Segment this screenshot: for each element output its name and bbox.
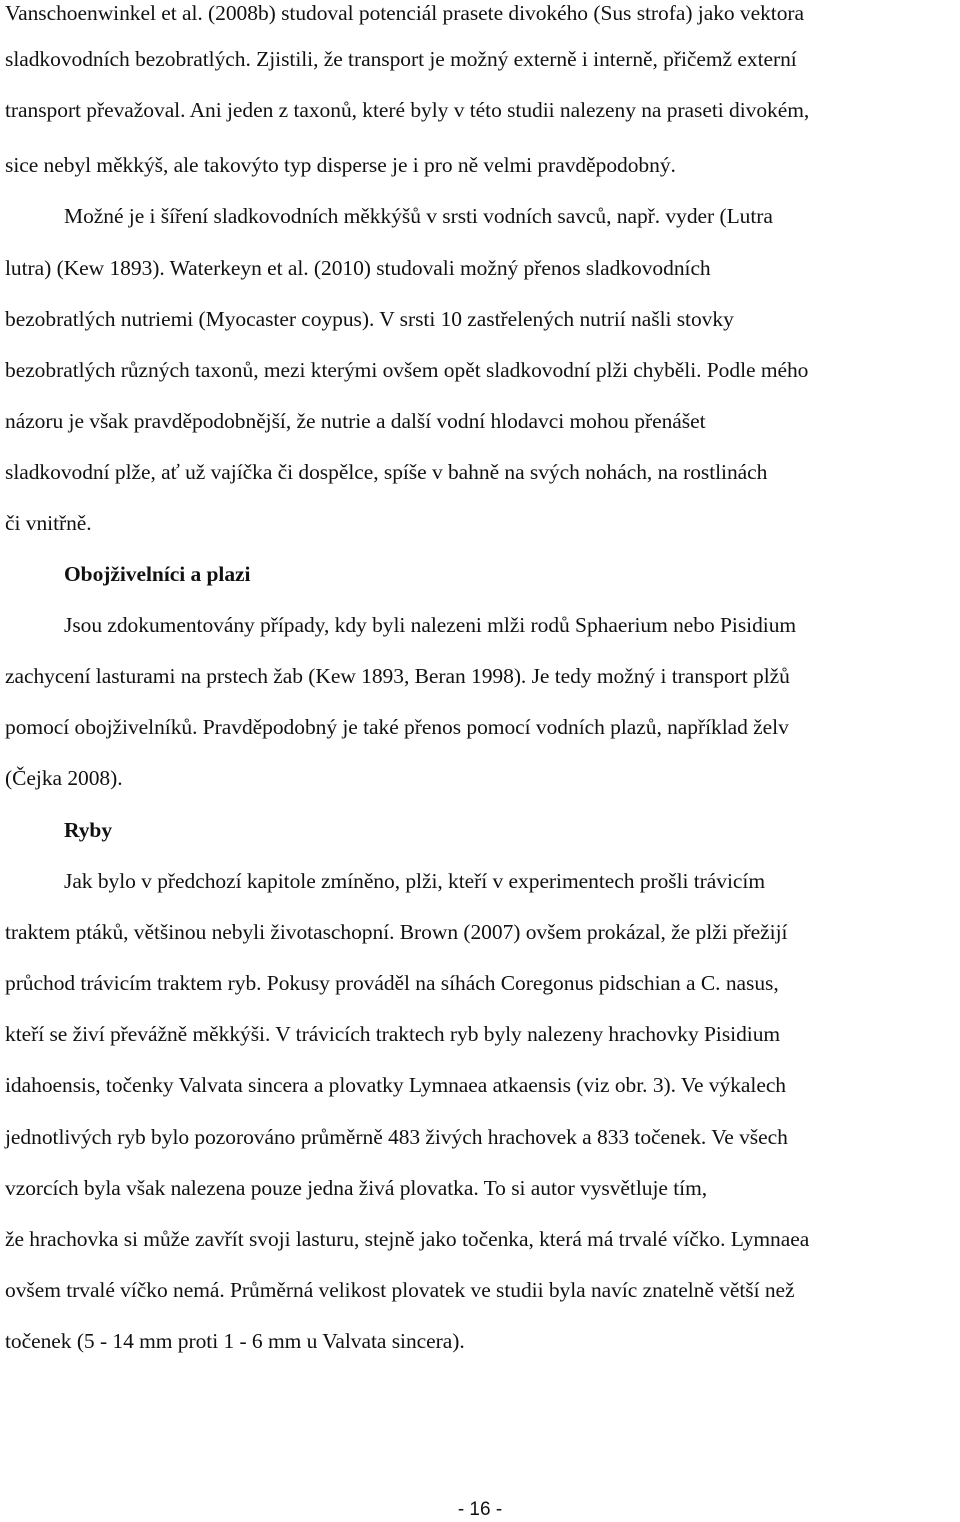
text-line: jednotlivých ryb bylo pozorováno průměrně 483 živých hrachovek a 833 točenek. Ve všech	[5, 1125, 788, 1149]
text-line: Jsou zdokumentovány případy, kdy byli nalezeni mlži rodů Sphaerium nebo Pisidium	[64, 613, 797, 637]
text-line: vzorcích byla však nalezena pouze jedna živá plovatka. To si autor vysvětluje tím,	[5, 1176, 708, 1200]
text-line: bezobratlých různých taxonů, mezi kterými ovšem opět sladkovodní plži chyběli. Podle mého	[5, 358, 809, 382]
text-line: Jak bylo v předchozí kapitole zmíněno, plži, kteří v experimentech prošli trávicím	[64, 869, 766, 893]
text-line: točenek (5 - 14 mm proti 1 - 6 mm u Valvata sincera).	[5, 1329, 465, 1353]
text-line: traktem ptáků, většinou nebyli životaschopní. Brown (2007) ovšem prokázal, že plži přežijí	[5, 920, 788, 944]
text-line: transport převažoval. Ani jeden z taxonů, které byly v této studii nalezeny na praseti divokém,	[5, 98, 810, 122]
text-line: Vanschoenwinkel et al. (2008b) studoval potenciál prasete divokého (Sus strofa) jako vektora	[5, 1, 805, 25]
text-line: průchod trávicím traktem ryb. Pokusy prováděl na síhách Coregonus pidschian a C. nasus,	[5, 971, 779, 995]
text-line: pomocí obojživelníků. Pravděpodobný je také přenos pomocí vodních plazů, například želv	[5, 715, 789, 739]
text-line: že hrachovka si může zavřít svoji lasturu, stejně jako točenka, která má trvalé víčko. Lymnaea	[5, 1227, 810, 1251]
text-line: názoru je však pravděpodobnější, že nutrie a další vodní hlodavci mohou přenášet	[5, 409, 706, 433]
section-heading-amphibians: Obojživelníci a plazi	[64, 562, 251, 586]
page-number: - 16 -	[457, 1499, 503, 1520]
text-line: Možné je i šíření sladkovodních měkkýšů v srsti vodních savců, např. vyder (Lutra	[64, 204, 773, 228]
text-line: sice nebyl měkkýš, ale takovýto typ disperse je i pro ně velmi pravděpodobný.	[5, 153, 676, 177]
text-line: idahoensis, točenky Valvata sincera a plovatky Lymnaea atkaensis (viz obr. 3). Ve výkalech	[5, 1073, 787, 1097]
text-line: či vnitřně.	[5, 511, 92, 535]
text-line: ovšem trvalé víčko nemá. Průměrná velikost plovatek ve studii byla navíc znatelně větší než	[5, 1278, 795, 1302]
text-line: (Čejka 2008).	[5, 766, 123, 790]
text-line: kteří se živí převážně měkkýši. V trávicích traktech ryb byly nalezeny hrachovky Pisidium	[5, 1022, 781, 1046]
text-line: sladkovodní plže, ať už vajíčka či dospělce, spíše v bahně na svých nohách, na rostlinách	[5, 460, 768, 484]
text-line: sladkovodních bezobratlých. Zjistili, že transport je možný externě i interně, přičemž externí	[5, 47, 797, 71]
text-line: bezobratlých nutriemi (Myocaster coypus). V srsti 10 zastřelených nutrií našli stovky	[5, 307, 734, 331]
text-line: zachycení lasturami na prstech žab (Kew 1893, Beran 1998). Je tedy možný i transport plžů	[5, 664, 790, 688]
section-heading-fish: Ryby	[64, 818, 113, 842]
text-line: lutra) (Kew 1893). Waterkeyn et al. (2010) studovali možný přenos sladkovodních	[5, 256, 711, 280]
